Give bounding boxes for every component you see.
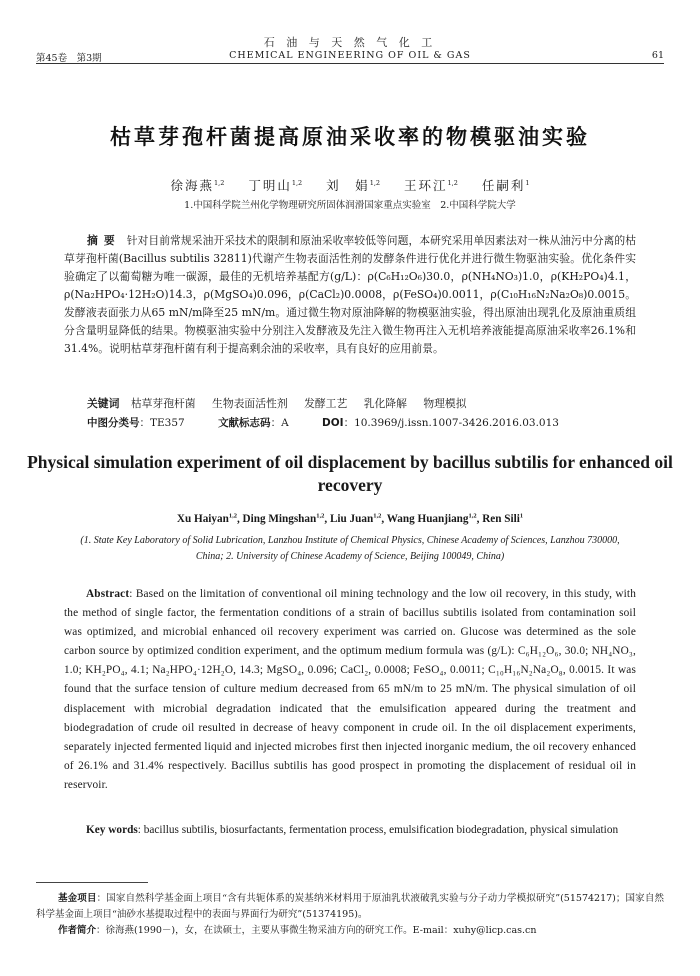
- classification-line: 中图分类号：TE357 文献标志码：A DOI：10.3969/j.issn.1007-3426.2016.03.013: [87, 417, 559, 429]
- fund-note: 基金项目：国家自然科学基金面上项目“含有共轭体系的炭基纳米材料用于原油乳状液破乳实验与分子动力学模拟研究”(51574217)；国家自然科学基金面上项目“油砂水基提取过程中的表面与界面行为研究”(51374195)。: [36, 893, 664, 920]
- abstract-label-cn: 摘要: [87, 234, 121, 247]
- author-cn: [170, 178, 224, 193]
- author-en: [482, 513, 523, 525]
- doc-code-label: 文献标志码: [218, 417, 271, 429]
- author-cn: [326, 178, 380, 193]
- author-en-name: Wang Huanjiang: [386, 513, 469, 525]
- chinese-affiliation: 1.中国科学院兰州化学物理研究所固体润滑国家重点实验室 2.中国科学院大学: [184, 200, 516, 211]
- author-en-sup: 1,2: [373, 512, 382, 520]
- chinese-keywords: [87, 396, 480, 411]
- doc-code: A: [281, 417, 289, 429]
- chinese-title: 枯草芽孢杆菌提高原油采收率的物模驱油实验: [110, 125, 590, 149]
- author-cn-sup: 1,2: [447, 178, 458, 187]
- author-cn-sup: 1,2: [369, 178, 381, 187]
- author-en: [177, 513, 237, 525]
- author-cn-name: 王环江: [404, 178, 448, 193]
- author-cn: [482, 178, 530, 193]
- doi-label: DOI: [322, 417, 344, 429]
- keywords-label-cn: 关键词: [87, 397, 120, 410]
- journal-name-en: CHEMICAL ENGINEERING OF OIL & GAS: [229, 50, 471, 61]
- page-number: 61: [651, 50, 664, 61]
- clc-label: 中图分类号: [87, 417, 140, 429]
- author-en: [330, 513, 381, 525]
- keyword-cn: 枯草芽孢杆菌: [130, 397, 196, 410]
- author-cn: [248, 178, 302, 193]
- author-en-sup: 1,2: [316, 512, 325, 520]
- keyword-cn: 物理模拟: [423, 397, 467, 410]
- fund-label: 基金项目: [58, 893, 97, 904]
- running-header: [36, 34, 664, 64]
- abstract-text-cn: 针对目前常规采油开采技术的限制和原油采收率较低等问题，本研究采用单因素法对一株从油污中分离的枯草芽孢杆菌(Bacillus subtilis 32811)代谢产生物表面活性剂的发酵条件进行优化并进行微生物驱油实验。优化条件实验确定了以葡萄糖为唯一碳源，最佳的无机培养基配方(g/L)：ρ(C₆H₁₂O₆)30.0，ρ(NH₄NO₃)1.0，ρ(KH₂PO₄)4.1，ρ(Na₂HPO₄·12H₂O)14.3，ρ(MgSO₄)0.096，ρ(CaCl₂)0.0008，ρ(FeSO₄)0.0011，ρ(C₁₀H₁₆N₂Na₂O₈)0.0015。发酵液表面张力从65 mN/m降至25 mN/m。通过微生物对原油降解的物模驱油实验，得出原油出现乳化及原油重质组分含量明显降低的结果。物模驱油实验中分别注入发酵液及先注入微生物再注入无机培养液能提高原油采收率26.1%和31.4%。说明枯草芽孢杆菌有利于提高剩余油的采收率，具有良好的应用前景。: [64, 234, 637, 355]
- author-cn-name: 刘 娟: [326, 178, 370, 193]
- keywords-text-en: bacillus subtilis, biosurfactants, fermentation process, emulsification biodegradation, physical simulation: [143, 824, 619, 836]
- author-bio-label: 作者简介: [58, 925, 97, 936]
- doi-value: 10.3969/j.issn.1007-3426.2016.03.013: [354, 417, 559, 429]
- author-en: [243, 513, 325, 525]
- footnote-rule: [36, 882, 148, 883]
- fund-text: 国家自然科学基金面上项目“含有共轭体系的炭基纳米材料用于原油乳状液破乳实验与分子动力学模拟研究”(51574217)；国家自然科学基金面上项目“油砂水基提取过程中的表面与界面行为研究”(51374195)。: [36, 893, 664, 920]
- author-cn-sup: 1,2: [214, 178, 225, 187]
- author-cn: [404, 178, 458, 193]
- keyword-cn: 发酵工艺: [304, 397, 348, 410]
- keyword-cn: 生物表面活性剂: [212, 397, 288, 410]
- author-cn-name: 丁明山: [248, 178, 292, 193]
- english-keywords: Key words: bacillus subtilis, biosurfactants, fermentation process, emulsification biodegradation, physical simulation: [86, 824, 619, 836]
- author-en-name: Xu Haiyan: [176, 513, 229, 525]
- author-cn-name: 任嗣利: [481, 178, 526, 193]
- author-en-sup: 1,2: [228, 512, 237, 520]
- volume-issue: 第45卷 第3期: [36, 53, 102, 64]
- author-en-sup: 1,2: [468, 512, 477, 520]
- english-affiliation: (1. State Key Laboratory of Solid Lubrication, Lanzhou Institute of Chemical Physics, Chinese Academy of Sciences, Lanzhou 730000, China; 2. University of Chinese Academy of Science, Beijing 100049, China): [80, 535, 620, 562]
- author-cn-name: 徐海燕: [170, 178, 214, 193]
- author-en: [387, 513, 477, 525]
- author-cn-sup: 1,2: [291, 178, 303, 187]
- english-title: Physical simulation experiment of oil displacement by bacillus subtilis for enhanced oil recovery: [27, 452, 673, 495]
- abstract-label-en: Abstract: [86, 588, 130, 600]
- author-note: 作者简介：徐海燕(1990－)，女，在读硕士，主要从事微生物采油方向的研究工作。E-mail：xuhy@licp.cas.cn: [58, 925, 537, 936]
- chinese-abstract: [64, 232, 636, 358]
- author-en-name: Ren Sili: [482, 513, 520, 525]
- author-cn-sup: 1: [525, 178, 530, 187]
- header-rule: [36, 63, 664, 64]
- abstract-text-en: Based on the limitation of conventional oil mining technology and the low oil recovery, in this study, with the method of single factor, the fermentation conditions of a strain of bacillus subtilis isolated from contamination soil was optimized, and microbial enhanced oil recovery experiment was carried on. Glucose was determined as the sole carbon source by optimized condition experiment, and the optimum medium formula was (g/L): C₆H₁₂O₆, 30.0; NH₄NO₃, 1.0; KH₂PO₄, 4.1; Na₂HPO₄·12H₂O, 14.3; MgSO₄, 0.096; CaCl₂, 0.0008; FeSO₄, 0.0011; C₁₀H₁₆N₂Na₂O₈, 0.0015. It was found that the surface tension of culture medium decreased from 65 mN/m to 25 mN/m. The physical simulation of oil displacement with microbial degradation indicated that the emulsification appeared during the treatment and biodegradation of crude oil resulted in decrease of heavy component in crude oil. In the oil displacement experiments, separately injected fermented liquid and injected microbes first then injected inorganic medium, the oil recovery enhanced of 26.1% and 31.4% respectively. Bacillus subtilis has good prospect in promoting the displacement of residual oil in reservoir.: [64, 588, 637, 791]
- english-abstract: Abstract: Based on the limitation of conventional oil mining technology and the low oil recovery, in this study, with the method of single factor, the fermentation conditions of a strain of bacillus subtilis isolated from contamination soil was optimized, and microbial enhanced oil recovery experiment was carried on. Glucose was determined as the sole carbon source by optimized condition experiment, and the optimum medium formula was (g/L): C₆H₁₂O₆, 30.0; NH₄NO₃, 1.0; KH₂PO₄, 4.1; Na₂HPO₄·12H₂O, 14.3; MgSO₄, 0.096; CaCl₂, 0.0008; FeSO₄, 0.0011; C₁₀H₁₆N₂Na₂O₈, 0.0015. It was found that the surface tension of culture medium decreased from 65 mN/m to 25 mN/m. The physical simulation of oil displacement with microbial degradation indicated that the emulsification appeared during the treatment and biodegradation of crude oil resulted in decrease of heavy component in crude oil. In the oil displacement experiments, separately injected fermented liquid and injected microbes first then injected inorganic medium, the oil recovery enhanced of 26.1% and 31.4% respectively. Bacillus subtilis has good prospect in promoting the displacement of residual oil in reservoir.: [64, 588, 637, 791]
- author-en-name: Ding Mingshan: [242, 513, 317, 525]
- author-en-sup: 1: [519, 512, 524, 520]
- clc-code: TE357: [150, 417, 185, 429]
- english-authors: Xu Haiyan$^{1,2}$, Ding Mingshan$^{1,2}$, Liu Juan$^{1,2}$, Wang Huanjiang$^{1,2}$, Ren Sili$^1$: [176, 512, 524, 525]
- journal-name-cn: 石 油 与 天 然 气 化 工: [263, 36, 437, 49]
- keywords-label-en: Key words: [86, 824, 138, 836]
- author-bio-text: 徐海燕(1990－)，女，在读硕士，主要从事微生物采油方向的研究工作。E-mail：xuhy@licp.cas.cn: [105, 925, 537, 936]
- author-en-name: Liu Juan: [329, 513, 374, 525]
- keyword-cn: 乳化降解: [363, 397, 407, 410]
- chinese-authors: [0, 176, 700, 194]
- footnotes: [36, 891, 664, 939]
